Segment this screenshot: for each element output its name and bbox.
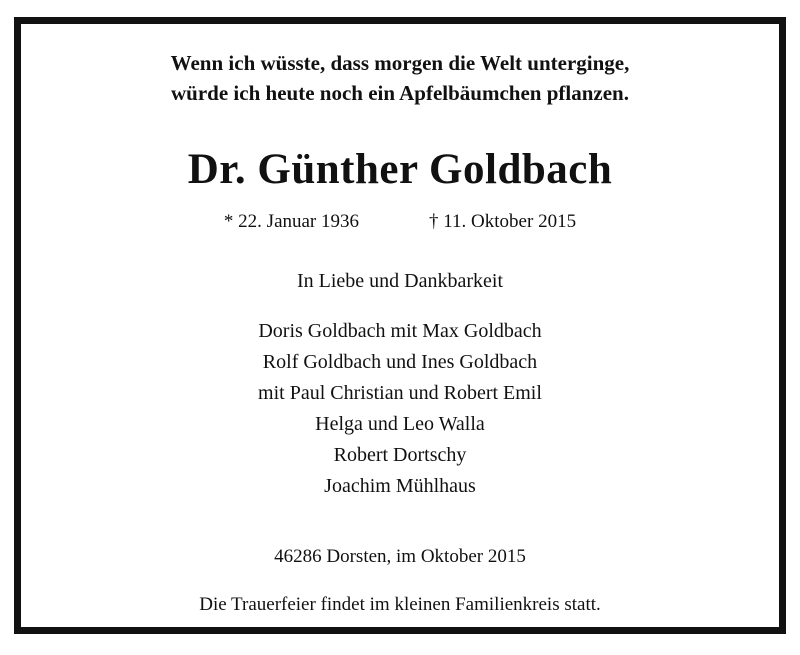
mourner-line: mit Paul Christian und Robert Emil (258, 382, 542, 404)
deceased-name: Dr. Günther Goldbach (187, 146, 613, 193)
quote-line-1: Wenn ich wüsste, dass morgen die Welt unterginge, (170, 51, 630, 75)
funeral-notice: Die Trauerfeier findet im kleinen Familienkreis statt. (199, 594, 601, 615)
death-date: † 11. Oktober 2015 (429, 211, 577, 232)
mourner-line: Helga und Leo Walla (315, 413, 485, 435)
mourner-line: Joachim Mühlhaus (324, 475, 476, 497)
place-and-date: 46286 Dorsten, im Oktober 2015 (274, 546, 526, 567)
mourners-list (21, 316, 779, 502)
birth-date: * 22. Januar 1936 (223, 211, 360, 232)
mourner-line: Rolf Goldbach und Ines Goldbach (262, 351, 538, 373)
obituary-frame (14, 17, 786, 634)
dedication: In Liebe und Dankbarkeit (296, 270, 504, 292)
mourner-line: Robert Dortschy (333, 444, 467, 466)
quote (21, 48, 779, 108)
quote-line-2: würde ich heute noch ein Apfelbäumchen pflanzen. (171, 81, 629, 105)
life-dates (21, 209, 779, 235)
mourner-line: Doris Goldbach mit Max Goldbach (258, 320, 542, 342)
